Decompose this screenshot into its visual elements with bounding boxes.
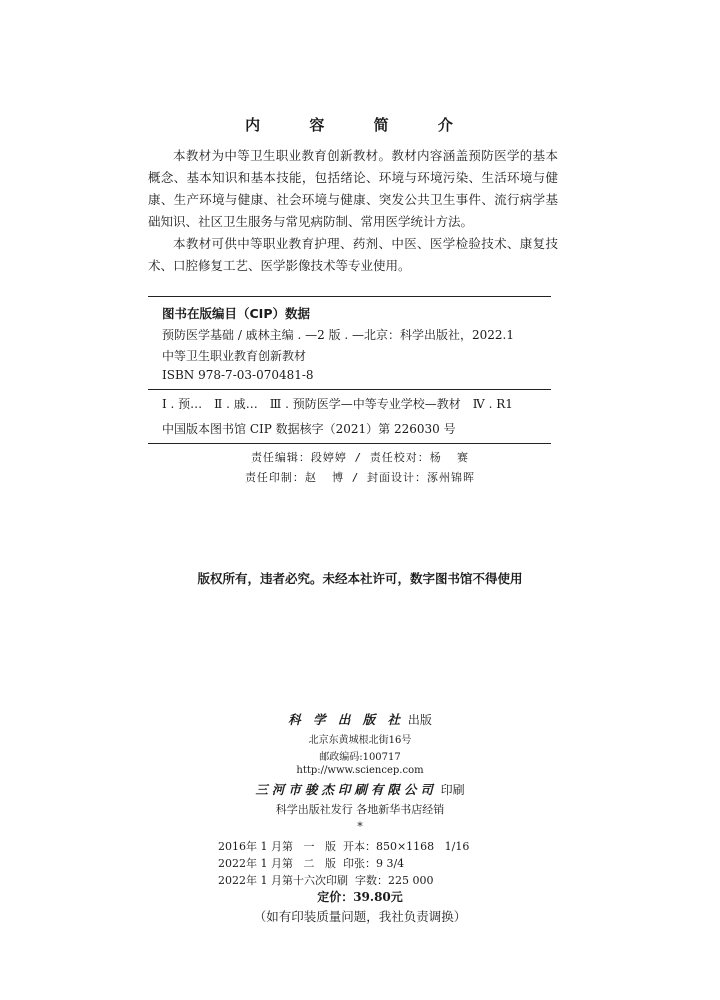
publisher-postcode: 邮政编码:100717 xyxy=(319,752,401,763)
copyright-notice: 版权所有，违者必究。未经本社许可，数字图书馆不得使用 xyxy=(197,571,523,586)
publisher-address: 北京东黄城根北街16号 xyxy=(308,735,412,746)
publisher-name: 科 学 出 版 社 xyxy=(288,712,405,727)
intro-paragraph-1: 本教材为中等卫生职业教育创新教材。教材内容涵盖预防医学的基本概念、基本知识和基本技能，包括绪论、环境与环境污染、生活环境与健康、生产环境与健康、社会环境与健康、突发公共卫生事件、流行病学基础知识、社区卫生服务与常见病防制、常用医学统计方法。 xyxy=(148,148,558,229)
page-title: 内 容 简 介 xyxy=(245,116,475,134)
cip-isbn: ISBN 978-7-03-070481-8 xyxy=(162,368,314,382)
distribution-line: 科学出版社发行 各地新华书店经销 xyxy=(275,803,445,816)
editors-line-1: 责任编辑：段婷婷 / 责任校对：杨 赛 xyxy=(250,451,470,464)
publisher-suffix: 出版 xyxy=(407,713,432,727)
cip-record: 中国版本图书馆 CIP 数据核字（2021）第 226030 号 xyxy=(162,422,456,436)
cip-book-line: 预防医学基础 / 戚林主编 . —2 版 . —北京：科学出版社，2022.1 xyxy=(162,328,514,342)
cip-series-line: 中等卫生职业教育创新教材 xyxy=(162,349,307,363)
editors-line-2: 责任印制：赵 博 / 封面设计：涿州锦晖 xyxy=(244,471,476,484)
cip-classification: Ⅰ . 预… Ⅱ . 戚… Ⅲ . 预防医学—中等专业学校—教材 Ⅳ . R1 xyxy=(162,397,513,411)
cip-top-rule xyxy=(148,296,551,297)
intro-text xyxy=(148,145,558,277)
printer-suffix: 印刷 xyxy=(440,783,465,797)
printer-line xyxy=(0,780,720,798)
cip-bottom-rule xyxy=(148,443,551,444)
quality-note: （如有印装质量问题，我社负责调换） xyxy=(253,909,467,924)
spec-line-1: 2016年 1 月第 一 版 开本：850×1168 1/16 xyxy=(218,840,470,853)
cip-heading: 图书在版编目（CIP）数据 xyxy=(162,306,310,321)
spec-line-2: 2022年 1 月第 二 版 印张：9 3/4 xyxy=(218,857,405,870)
cip-mid-rule xyxy=(148,389,551,390)
publisher-url: http://www.sciencep.com xyxy=(296,765,424,776)
price: 定价：39.80元 xyxy=(317,890,403,904)
spec-line-3: 2022年 1 月第十六次印刷 字数：225 000 xyxy=(218,874,434,887)
intro-paragraph-2: 本教材可供中等职业教育护理、药剂、中医、医学检验技术、康复技术、口腔修复工艺、医学影像技术等专业使用。 xyxy=(148,236,558,273)
printer-name: 三河市骏杰印刷有限公司 xyxy=(255,782,437,797)
separator-star: * xyxy=(357,820,363,833)
publisher-line xyxy=(0,710,720,728)
